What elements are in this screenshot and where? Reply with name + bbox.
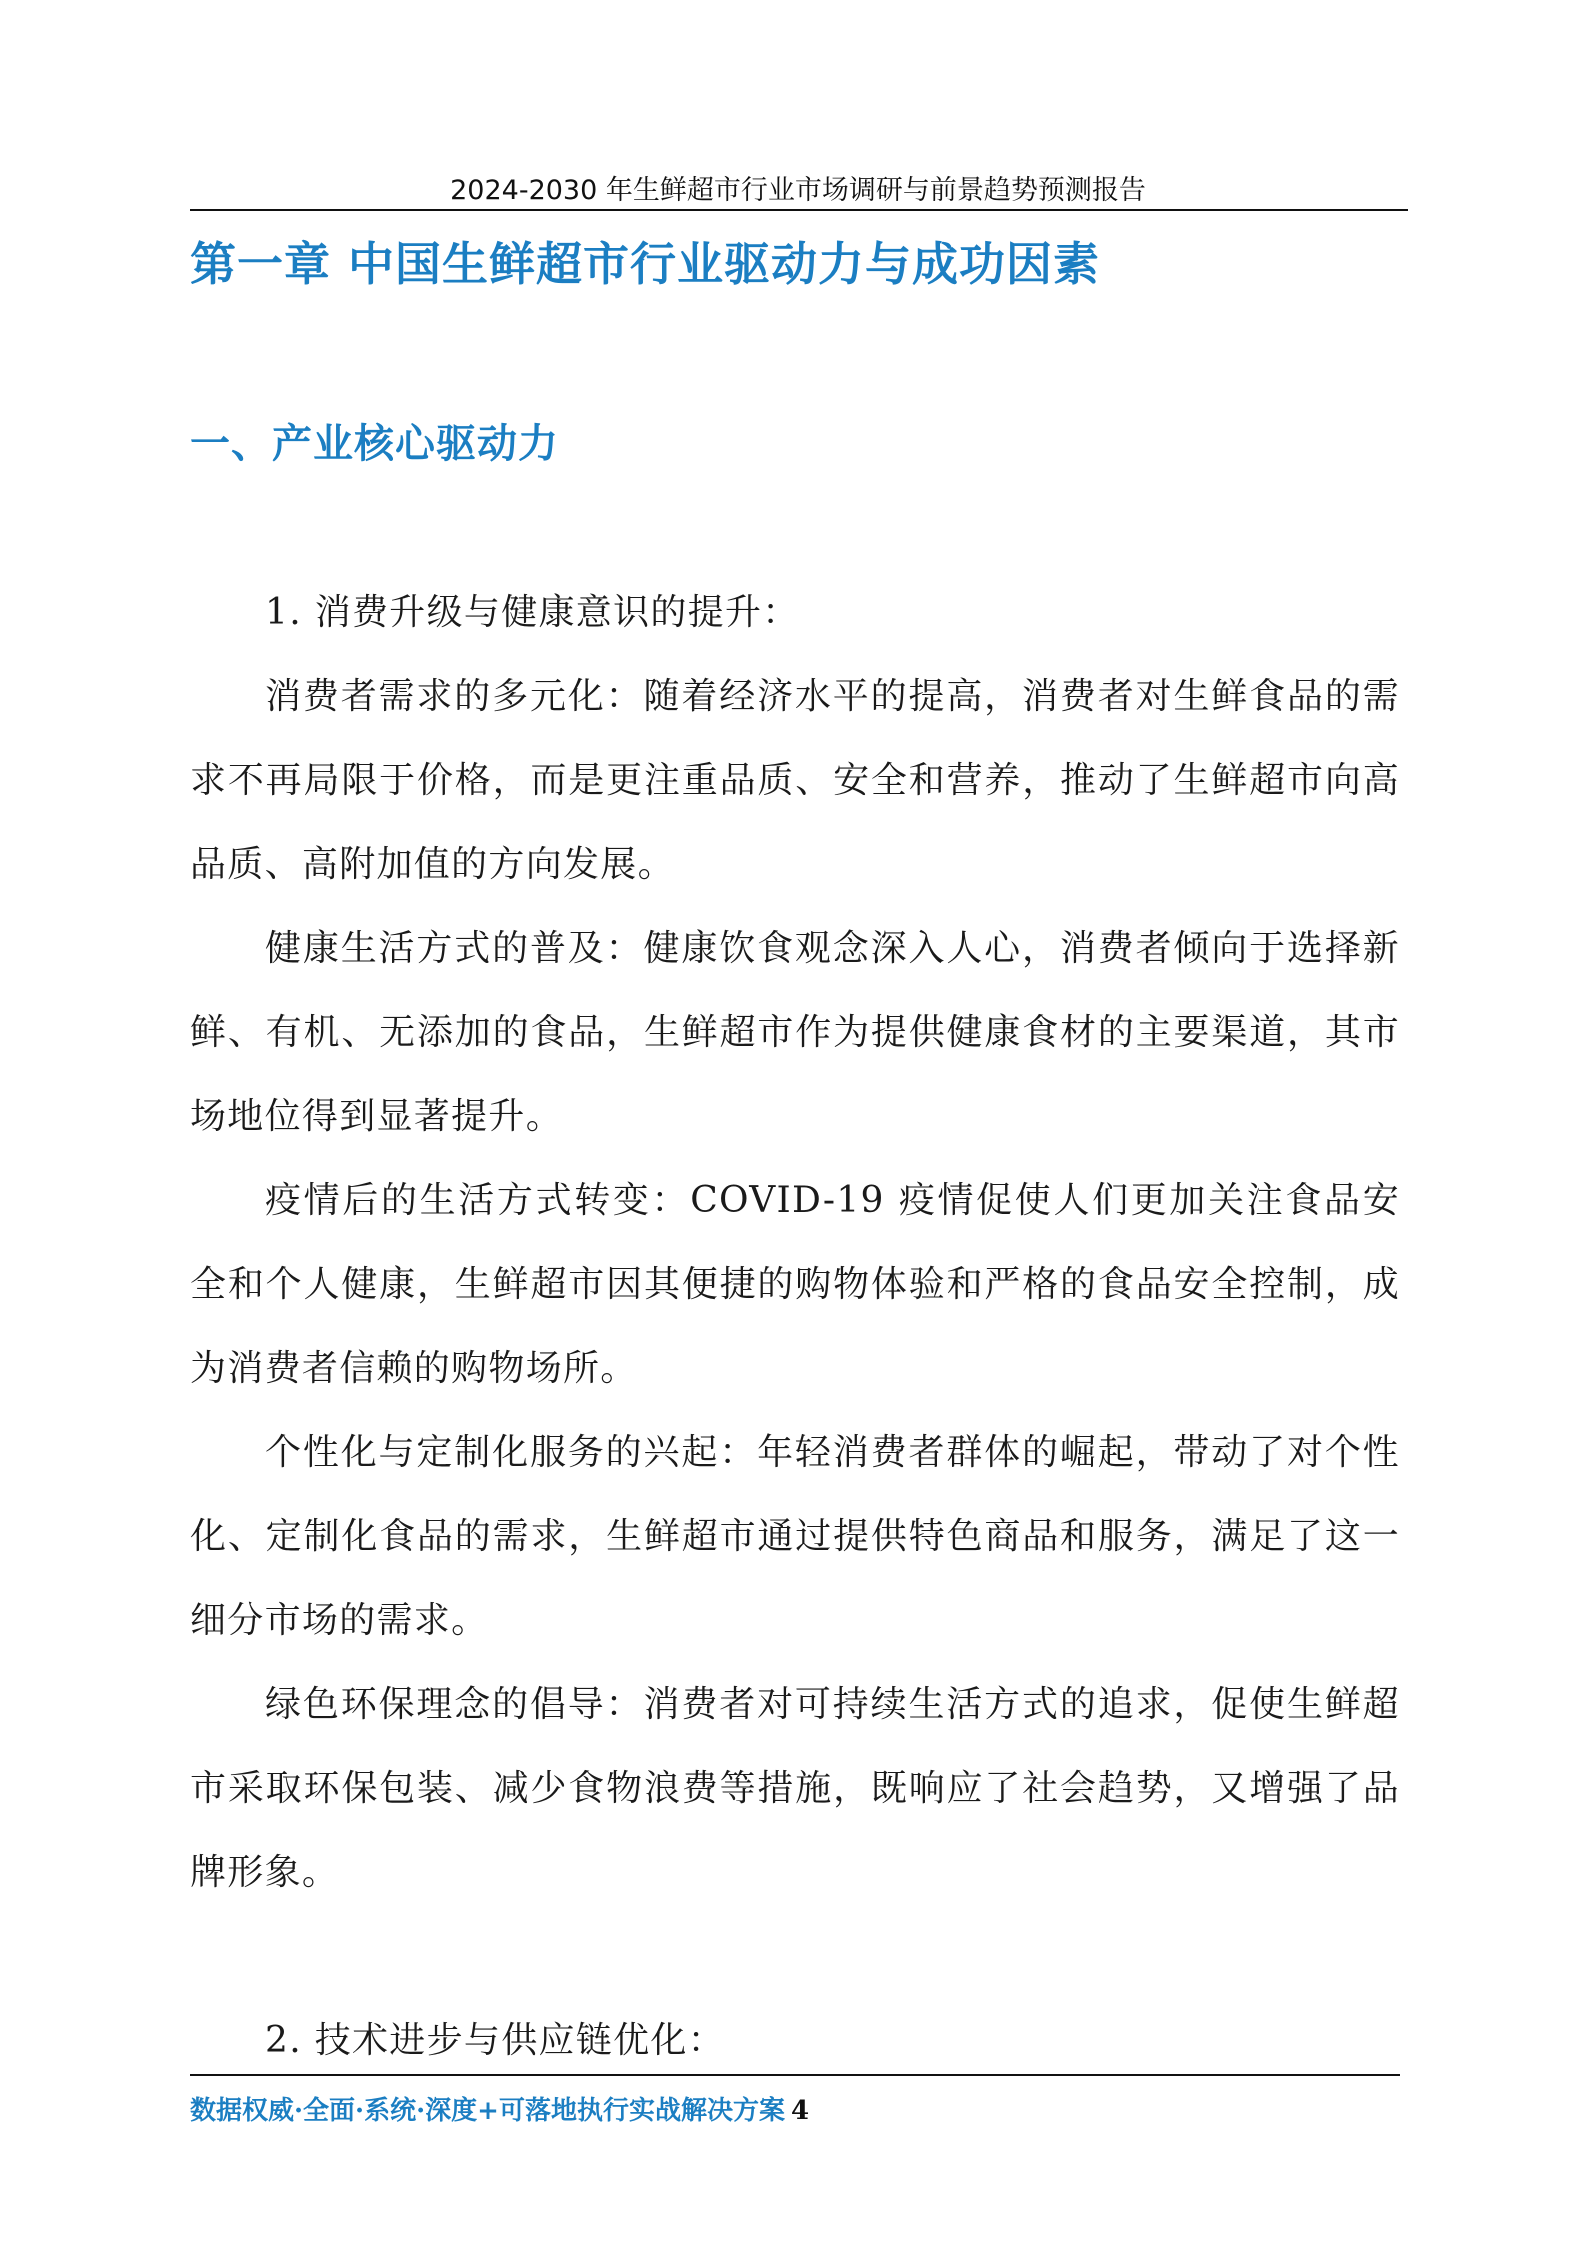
item-2-heading: 2. 技术进步与供应链优化： bbox=[265, 2020, 725, 2061]
item-1-heading: 1. 消费升级与健康意识的提升： bbox=[265, 592, 800, 633]
chapter-title: 第一章 中国生鲜超市行业驱动力与成功因素 bbox=[190, 237, 1101, 291]
footer-divider bbox=[190, 2074, 1400, 2076]
header-divider bbox=[190, 209, 1408, 211]
section-title: 一、产业核心驱动力 bbox=[190, 421, 559, 467]
paragraph-green-environment: 绿色环保理念的倡导：消费者对可持续生活方式的追求，促使生鲜超市采取环保包装、减少食物浪费等措施，既响应了社会趋势，又增强了品牌形象。 bbox=[190, 1684, 1400, 1893]
running-header: 2024-2030 年生鲜超市行业市场调研与前景趋势预测报告 bbox=[450, 175, 1146, 206]
paragraph-post-covid: 疫情后的生活方式转变：COVID-19 疫情促使人们更加关注食品安全和个人健康，生鲜超市因其便捷的购物体验和严格的食品安全控制，成为消费者信赖的购物场所。 bbox=[190, 1180, 1400, 1389]
footer bbox=[190, 2090, 809, 2127]
paragraph-healthy-lifestyle: 健康生活方式的普及：健康饮食观念深入人心，消费者倾向于选择新鲜、有机、无添加的食品，生鲜超市作为提供健康食材的主要渠道，其市场地位得到显著提升。 bbox=[190, 928, 1400, 1137]
footer-slogan: 数据权威·全面·系统·深度+可落地执行实战解决方案 bbox=[190, 2096, 785, 2126]
page-number: 4 bbox=[790, 2096, 810, 2126]
paragraph-personalization: 个性化与定制化服务的兴起：年轻消费者群体的崛起，带动了对个性化、定制化食品的需求，生鲜超市通过提供特色商品和服务，满足了这一细分市场的需求。 bbox=[190, 1432, 1400, 1641]
paragraph-consumer-diversity: 消费者需求的多元化：随着经济水平的提高，消费者对生鲜食品的需求不再局限于价格，而是更注重品质、安全和营养，推动了生鲜超市向高品质、高附加值的方向发展。 bbox=[190, 676, 1400, 885]
